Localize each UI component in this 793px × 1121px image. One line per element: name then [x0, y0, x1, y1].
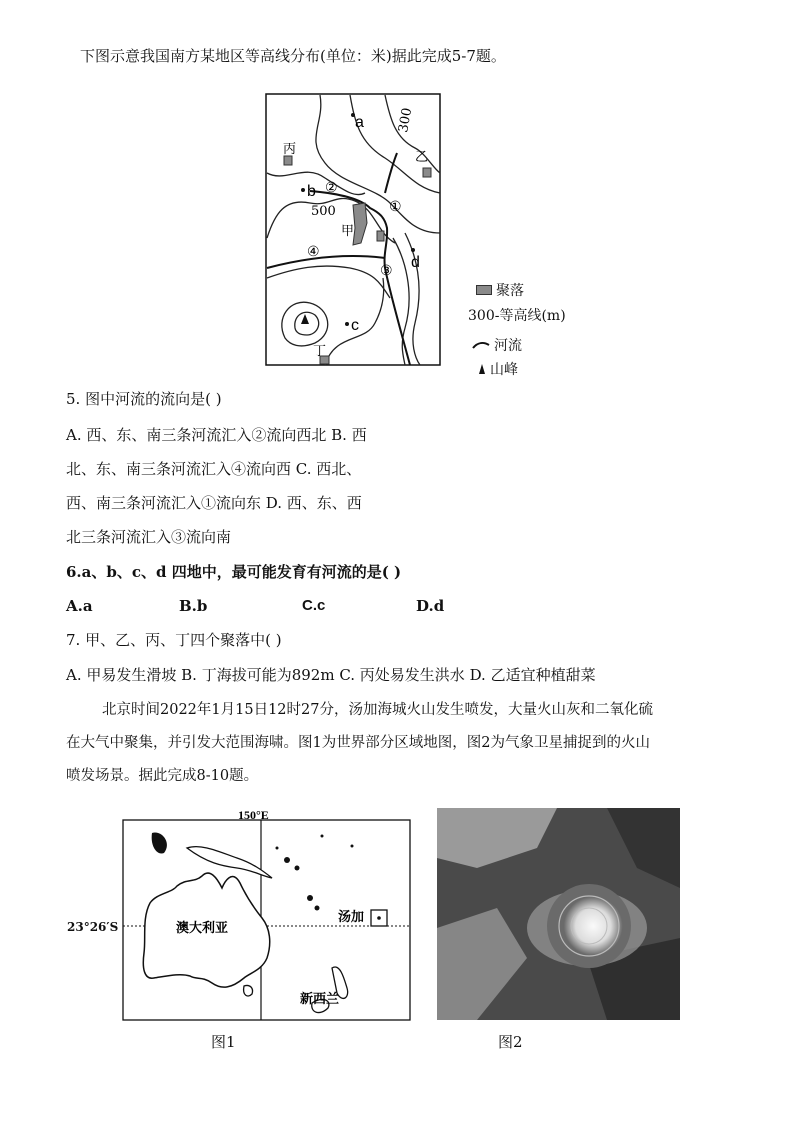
label-500: 500 [311, 204, 336, 219]
island-dot [321, 835, 324, 838]
q5-line1: A. 西、东、南三条河流汇入②流向西北 B. 西 [66, 426, 367, 444]
q5-line4: 北三条河流汇入③流向南 [66, 528, 232, 546]
label-nz: 新西兰 [300, 992, 340, 1007]
legend-river [472, 335, 522, 355]
q6-option-a: A.a [66, 597, 93, 615]
label-australia: 澳大利亚 [176, 921, 229, 936]
label-c: c [351, 317, 359, 334]
settlement-jia-small [377, 231, 384, 241]
point-c [345, 322, 349, 326]
point-b [301, 188, 305, 192]
label-bing: 丙 [283, 142, 297, 157]
fig1-lat-label: 23°26′S [67, 920, 119, 934]
passage-line1: 北京时间2022年1月15日12时27分，汤加海城火山发生喷发，大量火山灰和二氧化硫 [102, 702, 653, 718]
q6-option-c: C.c [302, 597, 326, 614]
q5-line3: 西、南三条河流汇入①流向东 D. 西、东、西 [66, 494, 362, 512]
label-n1: ① [389, 199, 402, 215]
island-dot [284, 857, 290, 863]
island-dot [307, 895, 313, 901]
peak-icon [478, 363, 486, 375]
tonga-dot [377, 916, 381, 920]
legend-peak [478, 359, 518, 379]
fig1-caption: 图1 [211, 1033, 236, 1051]
label-n4: ④ [307, 244, 320, 260]
island-dot [295, 866, 300, 871]
q6-stem: 6.a、b、c、d 四地中，最可能发育有河流的是( ) [66, 563, 402, 581]
label-tonga: 汤加 [338, 910, 365, 925]
island-dot [315, 906, 320, 911]
q6-option-d: D.d [416, 597, 445, 615]
point-d [411, 248, 415, 252]
legend-settlement-label: 聚落 [496, 283, 524, 299]
q7-stem: 7. 甲、乙、丙、丁四个聚落中( ) [66, 631, 282, 649]
q5-stem: 5. 图中河流的流向是( ) [66, 390, 222, 408]
legend-settlement [476, 280, 524, 300]
label-n2: ② [325, 180, 338, 196]
fig2-caption: 图2 [498, 1033, 523, 1051]
river-icon [472, 340, 490, 350]
label-ding: 丁 [313, 344, 327, 359]
passage-line2: 在大气中聚集，并引发大范围海啸。图1为世界部分区域地图，图2为气象卫星捕捉到的火山 [66, 735, 650, 751]
settlement-bing [284, 156, 292, 165]
legend-peak-label: 山峰 [490, 362, 518, 378]
fig2-satellite-image [437, 808, 680, 1020]
intro-text: 下图示意我国南方某地区等高线分布(单位：米)据此完成5-7题。 [80, 47, 506, 65]
q6-option-b: B.b [179, 597, 208, 615]
passage-line3: 喷发场景。据此完成8-10题。 [66, 768, 259, 784]
label-jia: 甲 [341, 224, 355, 239]
label-a: a [355, 114, 364, 131]
legend-contour [468, 305, 566, 325]
label-n3: ③ [380, 263, 393, 279]
q5-line2: 北、东、南三条河流汇入④流向西 C. 西北、 [66, 460, 362, 478]
fig1-map [122, 808, 412, 1023]
label-b: b [307, 183, 316, 200]
tasmania-outline [244, 985, 253, 995]
q7-options: A. 甲易发生滑坡 B. 丁海拔可能为892m C. 丙处易发生洪水 D. 乙适宜种植甜菜 [66, 666, 596, 684]
label-yi: 乙 [415, 150, 429, 165]
settlement-icon [476, 285, 492, 295]
island-dot [276, 847, 279, 850]
legend-river-label: 河流 [494, 338, 522, 354]
label-300: 300 [396, 106, 416, 134]
settlement-yi [423, 168, 431, 177]
island-dot [351, 845, 354, 848]
contour-map [265, 93, 441, 366]
label-150e: 150°E [238, 808, 269, 822]
label-d: d [411, 254, 420, 271]
legend-contour-label: 300-等高线(m) [468, 308, 566, 324]
